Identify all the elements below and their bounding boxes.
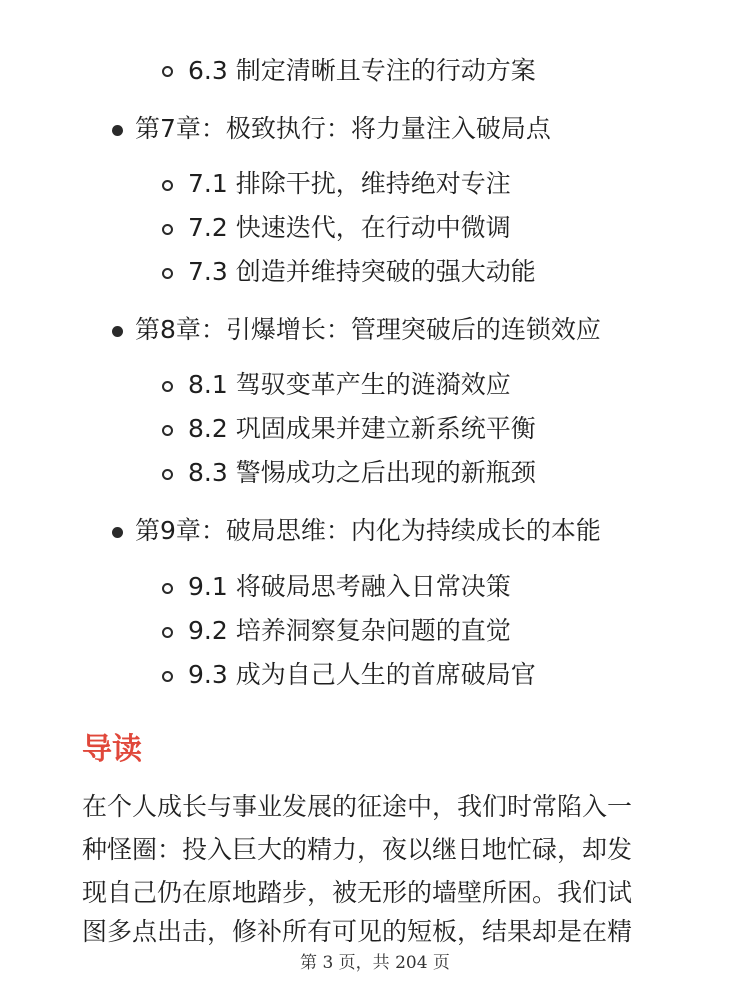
toc-subsection-9-2[interactable]: 9.2 培养洞察复杂问题的直觉 <box>188 616 511 645</box>
toc-subsection-9-3[interactable]: 9.3 成为自己人生的首席破局官 <box>188 660 536 689</box>
toc-subsection-7-1[interactable]: 7.1 排除干扰，维持绝对专注 <box>188 169 511 198</box>
toc-chapter-8[interactable]: 第8章：引爆增长：管理突破后的连锁效应 <box>135 315 601 344</box>
toc-subsection-7-3[interactable]: 7.3 创造并维持突破的强大动能 <box>188 257 536 286</box>
intro-paragraph-line: 在个人成长与事业发展的征途中，我们时常陷入一 <box>82 792 633 821</box>
intro-paragraph-line: 现自己仍在原地踏步，被无形的墙壁所困。我们试 <box>82 878 633 907</box>
bullet-circle-icon <box>162 180 173 191</box>
bullet-circle-icon <box>162 425 173 436</box>
bullet-dot-icon <box>112 326 123 337</box>
toc-chapter-7[interactable]: 第7章：极致执行：将力量注入破局点 <box>135 114 551 143</box>
bullet-circle-icon <box>162 268 173 279</box>
toc-subsection-7-2[interactable]: 7.2 快速迭代，在行动中微调 <box>188 213 511 242</box>
bullet-circle-icon <box>162 583 173 594</box>
intro-paragraph-line: 图多点出击，修补所有可见的短板，结果却是在精 <box>82 917 633 946</box>
section-heading-intro: 导读 <box>82 732 142 767</box>
bullet-circle-icon <box>162 381 173 392</box>
bullet-circle-icon <box>162 627 173 638</box>
toc-subsection-8-2[interactable]: 8.2 巩固成果并建立新系统平衡 <box>188 414 536 443</box>
bullet-circle-icon <box>162 224 173 235</box>
bullet-dot-icon <box>112 125 123 136</box>
toc-subsection-8-1[interactable]: 8.1 驾驭变革产生的涟漪效应 <box>188 370 511 399</box>
bullet-circle-icon <box>162 469 173 480</box>
page-number-footer: 第 3 页，共 204 页 <box>300 953 450 973</box>
toc-subsection-6-3[interactable]: 6.3 制定清晰且专注的行动方案 <box>188 56 536 85</box>
toc-subsection-8-3[interactable]: 8.3 警惕成功之后出现的新瓶颈 <box>188 458 536 487</box>
bullet-circle-icon <box>162 671 173 682</box>
bullet-circle-icon <box>162 66 173 77</box>
intro-paragraph-line: 种怪圈：投入巨大的精力，夜以继日地忙碌，却发 <box>82 835 633 864</box>
toc-subsection-9-1[interactable]: 9.1 将破局思考融入日常决策 <box>188 572 511 601</box>
bullet-dot-icon <box>112 527 123 538</box>
toc-chapter-9[interactable]: 第9章：破局思维：内化为持续成长的本能 <box>135 516 601 545</box>
